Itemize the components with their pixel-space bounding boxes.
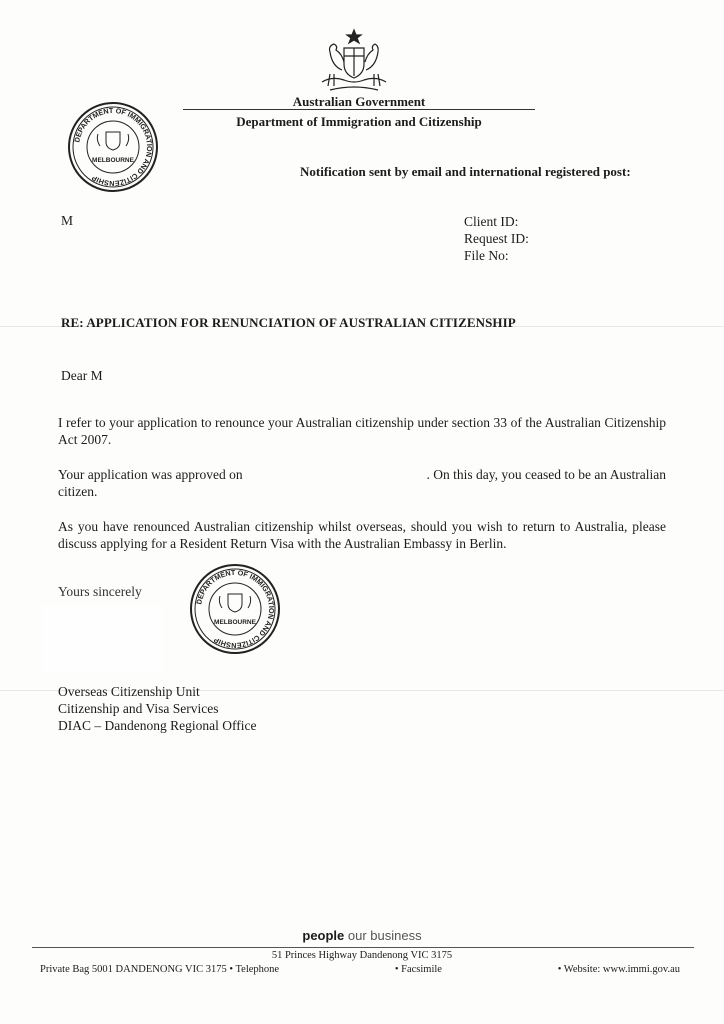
footer-tagline [0, 928, 724, 943]
department-stamp-icon [66, 100, 160, 194]
footer-website: • Website: www.immi.gov.au [557, 964, 680, 975]
signature-unit: Overseas Citizenship Unit [58, 684, 200, 699]
footer-divider [32, 947, 694, 948]
signature-block [58, 683, 256, 734]
department-stamp-icon [188, 562, 282, 656]
footer-address: 51 Princes Highway Dandenong VIC 3175 [271, 950, 453, 961]
redacted-date [275, 466, 395, 483]
paragraph-reference: I refer to your application to renounce your Australian citizenship under section 33 of the Australian Citizenship Act 2007. [58, 415, 666, 447]
reference-ids [464, 213, 529, 264]
signoff: Yours sincerely [58, 584, 142, 599]
paragraph-approval [58, 466, 666, 500]
footer-private-bag: Private Bag 5001 DANDENONG VIC 3175 • Telephone [40, 964, 280, 975]
signature-service: Citizenship and Visa Services [58, 701, 219, 716]
stamp-city: MELBOURNE [214, 619, 256, 626]
stamp-text: DEPARTMENT OF IMMIGRATION AND CITIZENSHIP [194, 567, 277, 651]
signature-office: DIAC – Dandenong Regional Office [58, 718, 257, 733]
footer-facsimile: • Facsimile [394, 964, 442, 975]
letterhead-divider [183, 109, 535, 110]
department-name: Department of Immigration and Citizenship [236, 114, 482, 129]
recipient-name: M [61, 213, 74, 228]
file-no-label: File No: [464, 248, 509, 263]
stamp-city: MELBOURNE [92, 157, 134, 164]
government-name: Australian Government [292, 94, 426, 109]
footer-contact-line [40, 964, 680, 975]
request-id-label: Request ID: [464, 231, 529, 246]
tagline-light: our business [347, 928, 422, 943]
paragraph-return-visa: As you have renounced Australian citizenship whilst overseas, should you wish to return to Australia, please discuss applying for a Resident Return Visa with the Australian Embassy in Berlin. [58, 519, 666, 551]
coat-of-arms-icon [312, 26, 396, 96]
tagline-bold: people [302, 928, 345, 943]
approval-text-start: Your application was approved on [58, 467, 243, 482]
approval-text-end: . On this day, you ceased to be an Australian [426, 467, 666, 482]
redacted-signature [42, 604, 162, 672]
stamp-text: DEPARTMENT OF IMMIGRATION AND CITIZENSHIP [72, 105, 155, 189]
client-id-label: Client ID: [464, 214, 519, 229]
subject-line: RE: APPLICATION FOR RENUNCIATION OF AUSTRALIAN CITIZENSHIP [61, 315, 516, 330]
greeting: Dear M [61, 368, 103, 383]
approval-text-tail: citizen. [58, 484, 98, 499]
notification-line: Notification sent by email and international registered post: [300, 164, 631, 179]
